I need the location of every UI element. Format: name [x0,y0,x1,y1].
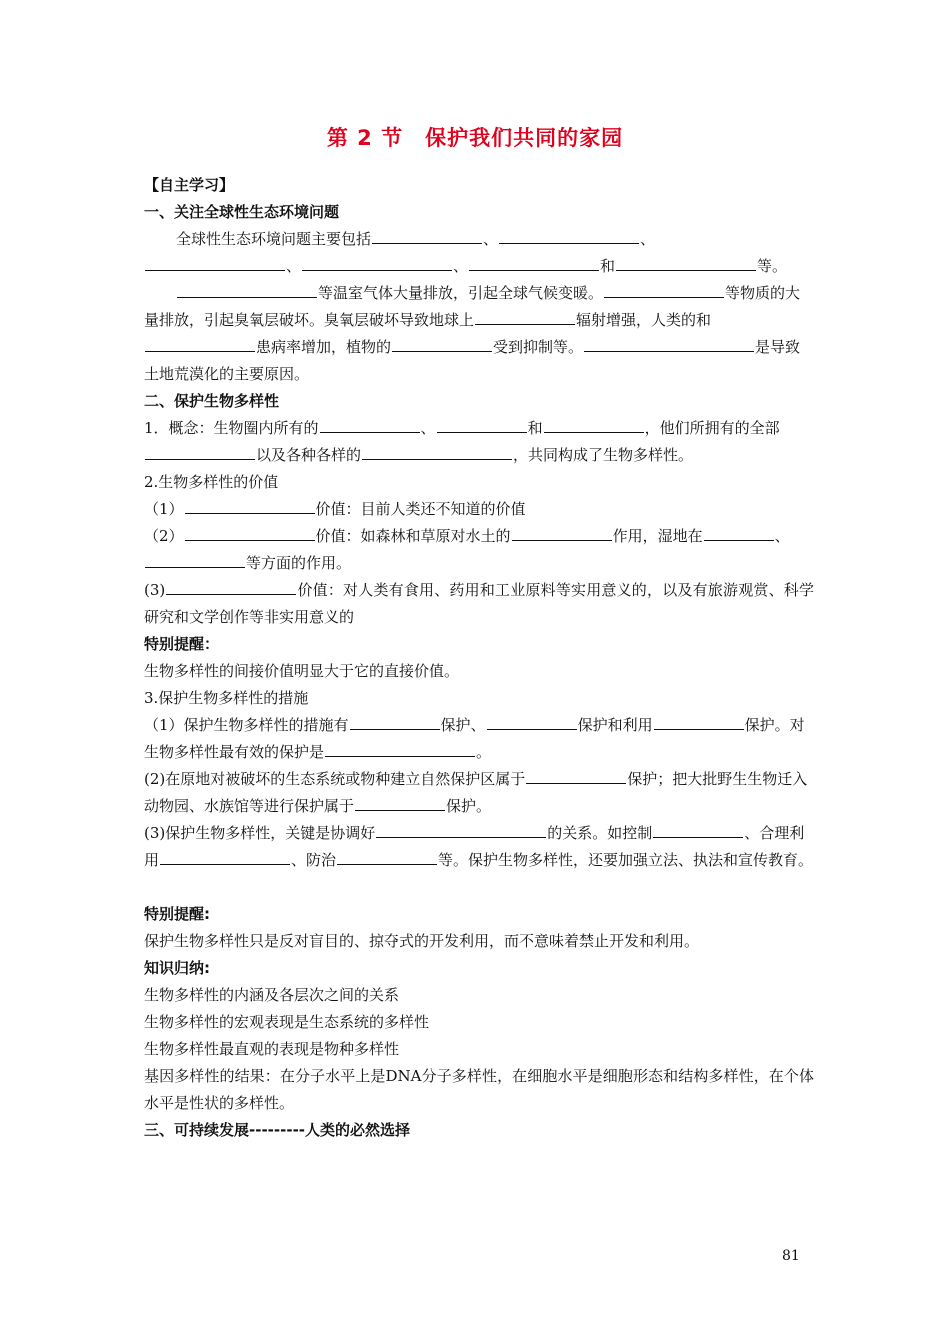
blank[interactable] [654,712,744,730]
text: 等方面的作用。 [246,554,352,572]
blank[interactable] [350,712,440,730]
text: 、 [774,527,790,545]
summary-title: 知识归纳: [144,959,210,977]
summary-line: 生物多样性最直观的表现是物种多样性 [144,1040,400,1058]
text: 保护、 [440,716,486,734]
note-1-text: 生物多样性的间接价值明显大于它的直接价值。 [144,662,460,680]
blank[interactable] [704,523,774,541]
text: 、 [286,257,302,275]
blank[interactable] [177,280,317,298]
blank[interactable] [355,793,445,811]
blank[interactable] [469,253,599,271]
text: 、 [483,230,499,248]
s2-concept [144,415,814,469]
blank[interactable] [499,226,639,244]
value-1 [144,496,814,523]
text: （1） [144,500,184,518]
page-number: 81 [782,1248,800,1264]
blank[interactable] [487,712,577,730]
summary-line: 生物多样性的内涵及各层次之间的关系 [144,986,400,1004]
blank[interactable] [376,820,546,838]
blank[interactable] [302,253,452,271]
blank[interactable] [185,496,315,514]
text: (3) [144,581,166,599]
s1-paragraph-1b [144,253,814,280]
text: 保护。对生物多样性最有效的保护是 [144,716,805,761]
text: 的关系。如控制 [547,824,653,842]
measure-3 [144,820,814,874]
blank[interactable] [362,442,512,460]
text: 和 [696,311,712,329]
page-title: 第 2 节 保护我们共同的家园 [326,126,624,150]
note-1-title: 特别提醒： [144,635,220,653]
text: (2)在原地对被破坏的生态系统或物种建立自然保护区属于 [144,770,526,788]
blank[interactable] [512,523,612,541]
measure-1 [144,712,814,766]
text: 、 [640,230,656,248]
blank[interactable] [653,820,743,838]
note-2-title: 特别提醒: [144,905,210,923]
text: 、 [420,419,436,437]
blank[interactable] [145,253,285,271]
document-body [144,172,814,1144]
text: 全球性生态环境问题主要包括 [176,230,372,248]
text: 、防治 [291,851,337,869]
blank[interactable] [616,253,756,271]
text: 以及各种各样的 [256,446,362,464]
blank[interactable] [584,334,754,352]
blank[interactable] [437,415,527,433]
text: 、合理利用 [144,824,805,869]
blank[interactable] [160,847,290,865]
text: 等物质 [725,284,771,302]
section-1-heading: 一、关注全球性生态环境问题 [144,203,340,221]
text: 患病率增加，植物的 [256,338,392,356]
text: （1）保护生物多样性的措施有 [144,716,349,734]
text: 保护；把大批野生生物迁入动物园、水族馆等进行保护属于 [144,770,808,815]
blank[interactable] [372,226,482,244]
blank[interactable] [145,334,255,352]
text: 、 [453,257,469,275]
blank[interactable] [337,847,437,865]
text: 和 [527,419,543,437]
text: （2） [144,527,184,545]
measure-2 [144,766,814,820]
note-2-text: 保护生物多样性只是反对盲目的、掠夺式的开发利用，而不意味着禁止开发和利用。 [144,932,700,950]
text: 受到抑制等。 [493,338,584,356]
values-heading: 2.生物多样性的价值 [144,473,279,491]
text: 保护。 [446,797,492,815]
section-3-heading: 三、可持续发展---------人类的必然选择 [144,1121,411,1139]
text: ，他们所拥有的全部 [644,419,780,437]
blank[interactable] [320,415,420,433]
summary-line: 生物多样性的宏观表现是生态系统的多样性 [144,1013,430,1031]
blank[interactable] [325,739,475,757]
text: 等。保护生物多样性，还要加强立法、执法和宣传教育。 [438,851,814,869]
text: (3)保护生物多样性，关键是协调好 [144,824,376,842]
blank[interactable] [544,415,644,433]
s1-paragraph-1 [144,226,814,253]
value-3 [144,577,814,631]
blank[interactable] [392,334,492,352]
s1-paragraph-2 [144,280,814,388]
text: 价值：对人类有食用、药用和工业原料等实用意义的，以及有旅游观赏、科学研究和文学创作等非实用意义的 [144,581,814,626]
text: 1．概念：生物圈内所有的 [144,419,319,437]
blank[interactable] [145,550,245,568]
text: 作用，湿地在 [612,527,703,545]
section-self-study: 【自主学习】 [144,176,235,194]
blank[interactable] [185,523,315,541]
text: 价值：如森林和草原对水土的 [315,527,511,545]
text: 等。 [757,257,788,275]
text: 等温室气体大量排放，引起全球气候变暖。 [318,284,604,302]
blank[interactable] [526,766,626,784]
text: 是导致土地荒漠化的主要原因。 [144,338,801,383]
blank[interactable] [475,307,575,325]
text: ，共同构成了生物多样性。 [513,446,694,464]
text: 保护和利用 [577,716,653,734]
section-2-heading: 二、保护生物多样性 [144,392,280,410]
summary-line: 基因多样性的结果：在分子水平上是DNA分子多样性，在细胞水平是细胞形态和结构多样性，在个体水平是性状的多样性。 [144,1067,814,1112]
text: 的大量排放，引起臭氧层破坏。臭氧层破坏导致地球上 [144,284,801,329]
spacer [144,874,814,901]
text: 。 [476,743,492,761]
value-2 [144,523,814,577]
measures-heading: 3.保护生物多样性的措施 [144,689,309,707]
blank[interactable] [604,280,724,298]
text: 价值：目前人类还不知道的价值 [315,500,526,518]
blank[interactable] [166,577,296,595]
blank[interactable] [145,442,255,460]
text: 辐射增强，人类的 [576,311,697,329]
text: 和 [600,257,616,275]
